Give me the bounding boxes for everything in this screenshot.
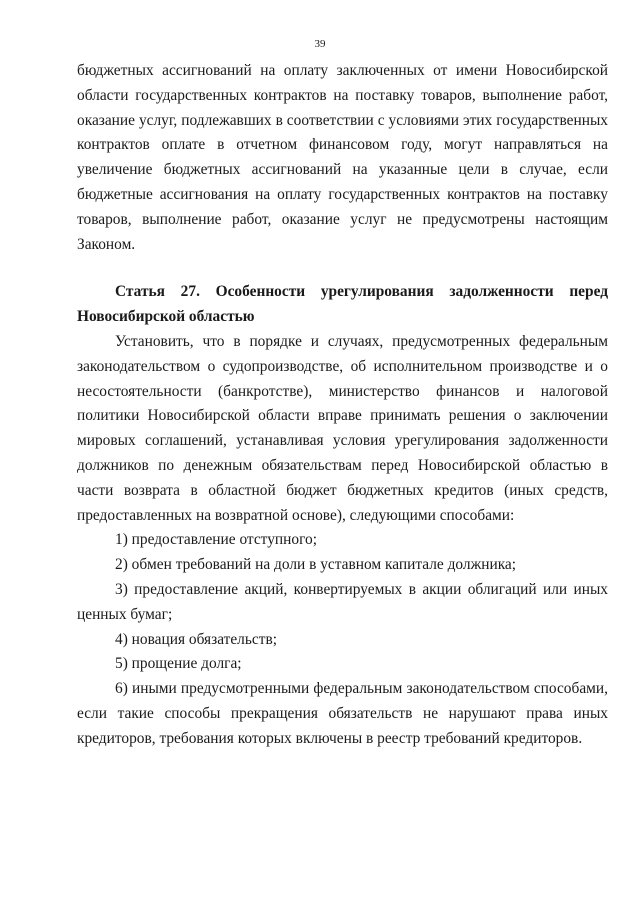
article-heading [77,280,608,330]
list-item: 6) иными предусмотренными федеральным законодательством способами, если такие способы прекращения обязательств не нарушают права иных кредиторов, требования которых включены в реестр требований кредиторов. [77,680,608,747]
document-body [77,59,608,752]
list-item: 3) предоставление акций, конвертируемых в акции облигаций или иных ценных бумаг; [77,580,608,623]
list-item: 2) обмен требований на доли в уставном капитале должника; [115,556,517,574]
list-item: 4) новация обязательств; [115,630,277,648]
list-item: 5) прощение долга; [115,655,242,673]
article-title: Особенности урегулирования задолженности перед Новосибирской областью [77,283,608,326]
paragraph-continuation: бюджетных ассигнований на оплату заключенных от имени Новосибирской области государственных контрактов на поставку товаров, выполнение работ, оказание услуг, подлежавших в соответствии с условиями этих государственных контрактов оплате в отчетном финансовом году, могут направляться на увеличение бюджетных ассигнований на указанные цели в случае, если бюджетные ассигнования на оплату государственных контрактов на поставку товаров, выполнение работ, оказание услуг не предусмотрены настоящим Законом. [77,62,608,253]
article-intro-paragraph: Установить, что в порядке и случаях, предусмотренных федеральным законодательством о судопроизводстве, об исполнительном производстве и о несостоятельности (банкротстве), министерство финансов и налоговой политики Новосибирской области вправе принимать решения о заключении мировых соглашений, устанавливая условия урегулирования задолженности должников по денежным обязательствам перед Новосибирской областью в части возврата в областной бюджет бюджетных кредитов (иных средств, предоставленных на возвратной основе), следующими способами: [77,332,608,524]
page-number: 39 [314,38,326,50]
article-number: Статья 27. [115,283,200,301]
list-item: 1) предоставление отступного; [115,531,317,549]
